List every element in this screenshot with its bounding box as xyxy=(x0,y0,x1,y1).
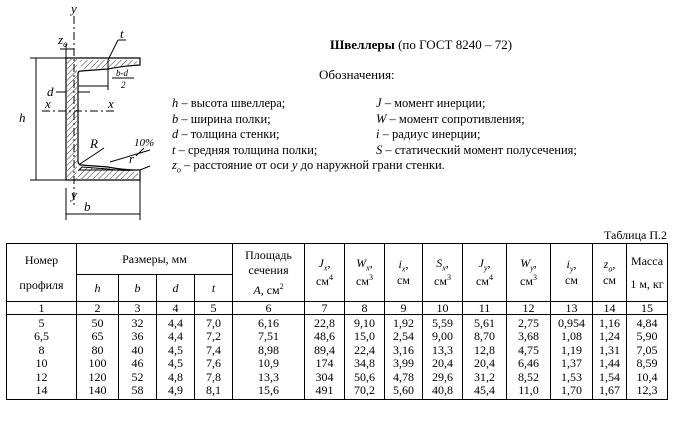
table-cell-value: 4,84 xyxy=(636,316,658,330)
table-cell-value: 10 xyxy=(35,356,48,371)
table-cell-value: 13,3 xyxy=(258,369,279,384)
table-cell-value: 36 xyxy=(131,329,144,344)
title-rest: (по ГОСТ 8240 – 72) xyxy=(394,37,513,52)
data-column-cell xyxy=(593,315,627,400)
table-cell-value: 1,67 xyxy=(599,383,620,398)
table-cell-value: 4,5 xyxy=(168,356,183,371)
data-column-cell xyxy=(627,315,668,400)
table-cell-value: 7,6 xyxy=(206,356,221,371)
legend-item-z0: $z_o$ – расстояние от оси y до наружной грани стенки. xyxy=(172,158,445,175)
diagram-label-bd-num: b-d xyxy=(116,68,128,78)
column-number-cell: 13 xyxy=(551,302,593,315)
table-cell-value: 48,6 xyxy=(314,329,335,344)
table-cell-value: 80 xyxy=(91,342,104,357)
table-cell-value: 46 xyxy=(131,356,144,371)
column-number-cell: 1 xyxy=(7,302,77,315)
table-cell-value: 100 xyxy=(88,356,107,371)
table-cell-value: 20,4 xyxy=(432,356,453,371)
table-cell-value: 304 xyxy=(315,369,334,384)
data-column-cell xyxy=(305,315,345,400)
table-cell-value: 7,0 xyxy=(206,316,221,330)
table-cell-value: 40 xyxy=(131,342,144,357)
table-cell-value: 2,75 xyxy=(518,316,539,330)
table-cell-value: 45,4 xyxy=(474,383,495,398)
diagram-label-bd-den: 2 xyxy=(121,80,126,90)
table-cell-value: 8,1 xyxy=(206,383,221,398)
table-cell-value: 7,2 xyxy=(206,329,221,344)
page-title xyxy=(330,37,512,53)
table-cell-value: 14 xyxy=(35,383,48,398)
diagram-label-r: r xyxy=(129,151,135,166)
column-number-cell: 6 xyxy=(233,302,305,315)
table-cell-value: 9,10 xyxy=(354,316,375,330)
column-number-cell: 12 xyxy=(507,302,551,315)
diagram-label-z0: $z_o$ xyxy=(58,32,68,49)
table-cell-value: 5 xyxy=(38,316,45,330)
diagram-label-d: d xyxy=(47,84,54,99)
legend-right xyxy=(376,96,577,158)
table-cell-value: 1,44 xyxy=(599,356,620,371)
table-cell-value: 1,70 xyxy=(561,383,582,398)
table-cell-value: 34,8 xyxy=(354,356,375,371)
table-cell-value: 32 xyxy=(131,316,144,330)
table-cell-value: 22,8 xyxy=(314,316,335,330)
table-cell-value: 6,5 xyxy=(34,329,49,344)
table-cell-value: 8,52 xyxy=(518,369,539,384)
column-number-cell: 15 xyxy=(627,302,668,315)
notation-heading: Обозначения: xyxy=(319,67,395,82)
table-cell-value: 12,8 xyxy=(474,342,495,357)
legend-item: i – радиус инерции; xyxy=(376,127,481,141)
table-cell-value: 3,16 xyxy=(393,342,414,357)
data-column-cell xyxy=(233,315,305,400)
legend-item: t – средняя толщина полки; xyxy=(172,142,318,157)
data-column-cell xyxy=(77,315,119,400)
table-cell-value: 70,2 xyxy=(354,383,375,398)
data-column-cell xyxy=(119,315,157,400)
table-cell-value: 9,00 xyxy=(432,329,453,344)
data-column-cell xyxy=(463,315,507,400)
header-mass: Масса 1 м, кг xyxy=(627,244,668,302)
column-number-cell: 3 xyxy=(119,302,157,315)
table-cell-value: 89,4 xyxy=(314,342,335,357)
table-cell-value: 5,61 xyxy=(474,316,495,330)
column-number-cell: 9 xyxy=(385,302,423,315)
table-cell-value: 2,54 xyxy=(393,329,414,344)
legend-item: b – ширина полки; xyxy=(172,111,271,126)
table-cell-value: 31,2 xyxy=(474,369,495,384)
diagram-label-t: t xyxy=(120,26,124,41)
table-cell-value: 1,08 xyxy=(561,329,582,344)
table-cell-value: 15,0 xyxy=(354,329,375,344)
diagram-label-x-right: x xyxy=(108,96,114,111)
table-cell-value: 4,78 xyxy=(393,369,414,384)
table-cell-value: 4,9 xyxy=(168,383,183,398)
header-Jy: $J_y$, $см^4$ xyxy=(463,244,507,302)
diagram-label-x-left: x xyxy=(45,96,51,111)
table-cell-value: 5,90 xyxy=(636,329,658,344)
table-cell-value: 8,98 xyxy=(258,342,279,357)
table-cell-value: 1,92 xyxy=(393,316,414,330)
data-column-cell xyxy=(507,315,551,400)
table-cell-value: 491 xyxy=(315,383,334,398)
column-number-cell: 4 xyxy=(157,302,195,315)
header-Wy: $W_y$, $см^3$ xyxy=(507,244,551,302)
table-cell-value: 8,59 xyxy=(636,356,658,371)
table-cell-value: 40,8 xyxy=(432,383,453,398)
table-cell-value: 1,16 xyxy=(599,316,620,330)
table-cell-value: 1,37 xyxy=(561,356,582,371)
data-column-cell xyxy=(385,315,423,400)
table-cell-value: 10,9 xyxy=(258,356,279,371)
table-cell-value: 4,8 xyxy=(168,369,183,384)
data-column-cell xyxy=(7,315,77,400)
column-number-cell: 5 xyxy=(195,302,233,315)
channel-cross-section-diagram xyxy=(0,0,170,232)
table-cell-value: 1,24 xyxy=(599,329,620,344)
data-row xyxy=(7,315,668,400)
data-column-cell xyxy=(195,315,233,400)
table-cell-value: 1,31 xyxy=(599,342,620,357)
header-d: d xyxy=(157,275,195,302)
table-cell-value: 120 xyxy=(88,369,107,384)
table-cell-value: 7,05 xyxy=(636,342,658,357)
data-column-cell xyxy=(345,315,385,400)
table-cell-value: 7,51 xyxy=(258,329,279,344)
table-cell-value: 13,3 xyxy=(432,342,453,357)
header-b: b xyxy=(119,275,157,302)
table-cell-value: 10,4 xyxy=(636,369,658,384)
table-cell-value: 3,99 xyxy=(393,356,414,371)
table-cell-value: 3,68 xyxy=(518,329,539,344)
table-cell-value: 4,4 xyxy=(168,329,183,344)
table-cell-value: 20,4 xyxy=(474,356,495,371)
table-cell-value: 6,16 xyxy=(258,316,279,330)
diagram-label-h: h xyxy=(19,110,26,125)
table-cell-value: 12 xyxy=(35,369,48,384)
data-column-cell xyxy=(157,315,195,400)
header-area: Площадь сечения A, $см^2$ xyxy=(233,244,305,302)
column-number-cell: 10 xyxy=(423,302,463,315)
table-cell-value: 11,0 xyxy=(518,383,539,398)
header-Sx: $S_x$, $см^3$ xyxy=(423,244,463,302)
header-dimensions: Размеры, мм xyxy=(77,244,233,275)
table-cell-value: 8,70 xyxy=(474,329,495,344)
table-cell-value: 22,4 xyxy=(354,342,375,357)
table-cell-value: 65 xyxy=(91,329,104,344)
header-t: t xyxy=(195,275,233,302)
legend-item: d – толщина стенки; xyxy=(172,127,280,141)
table-cell-value: 140 xyxy=(88,383,107,398)
table-cell-value: 8 xyxy=(38,342,45,357)
column-number-cell: 7 xyxy=(305,302,345,315)
table-cell-value: 5,60 xyxy=(393,383,414,398)
table-cell-value: 4,75 xyxy=(518,342,539,357)
table-cell-value: 1,53 xyxy=(561,369,582,384)
table-cell-value: 50 xyxy=(91,316,104,330)
diagram-label-b: b xyxy=(84,199,91,214)
table-cell-value: 0,954 xyxy=(558,316,585,330)
column-number-cell: 8 xyxy=(345,302,385,315)
table-cell-value: 1,19 xyxy=(561,342,582,357)
header-profile: Номер профиля xyxy=(7,244,77,302)
channel-properties-table xyxy=(6,243,668,400)
table-caption: Таблица П.2 xyxy=(604,228,667,242)
diagram-label-slope: 10% xyxy=(134,137,155,149)
table-cell-value: 58 xyxy=(131,383,144,398)
table-cell-value: 6,46 xyxy=(518,356,539,371)
data-column-cell xyxy=(423,315,463,400)
table-cell-value: 4,5 xyxy=(168,342,183,357)
diagram-label-R: R xyxy=(90,136,98,151)
table-cell-value: 174 xyxy=(315,356,334,371)
table-cell-value: 15,6 xyxy=(258,383,279,398)
header-ix: $i_x$, см xyxy=(385,244,423,302)
table-cell-value: 29,6 xyxy=(432,369,453,384)
diagram-label-y-top: y xyxy=(71,1,77,16)
header-h: h xyxy=(77,275,119,302)
table-cell-value: 52 xyxy=(131,369,144,384)
column-number-cell: 2 xyxy=(77,302,119,315)
header-iy: $i_y$, см xyxy=(551,244,593,302)
table-cell-value: 4,4 xyxy=(168,316,183,330)
data-column-cell xyxy=(551,315,593,400)
table-cell-value: 1,54 xyxy=(599,369,620,384)
column-number-row xyxy=(7,302,668,315)
column-number-cell: 11 xyxy=(463,302,507,315)
legend-item: S – статический момент полусечения; xyxy=(376,142,577,157)
legend-item: h – высота швеллера; xyxy=(172,96,286,110)
legend-item: W – момент сопротивления; xyxy=(376,111,525,126)
table-cell-value: 5,59 xyxy=(432,316,453,330)
column-number-cell: 14 xyxy=(593,302,627,315)
header-Wx: $W_x$, $см^3$ xyxy=(345,244,385,302)
header-zo: $z_o$, см xyxy=(593,244,627,302)
diagram-label-y-bottom: y xyxy=(71,187,77,202)
table-cell-value: 7,8 xyxy=(206,369,221,384)
table-cell-value: 7,4 xyxy=(206,342,221,357)
table-cell-value: 50,6 xyxy=(354,369,375,384)
table-cell-value: 12,3 xyxy=(636,383,658,398)
header-Jx: $J_x$, $см^4$ xyxy=(305,244,345,302)
title-bold: Швеллеры xyxy=(330,37,395,52)
legend-item: J – момент инерции; xyxy=(376,96,486,110)
